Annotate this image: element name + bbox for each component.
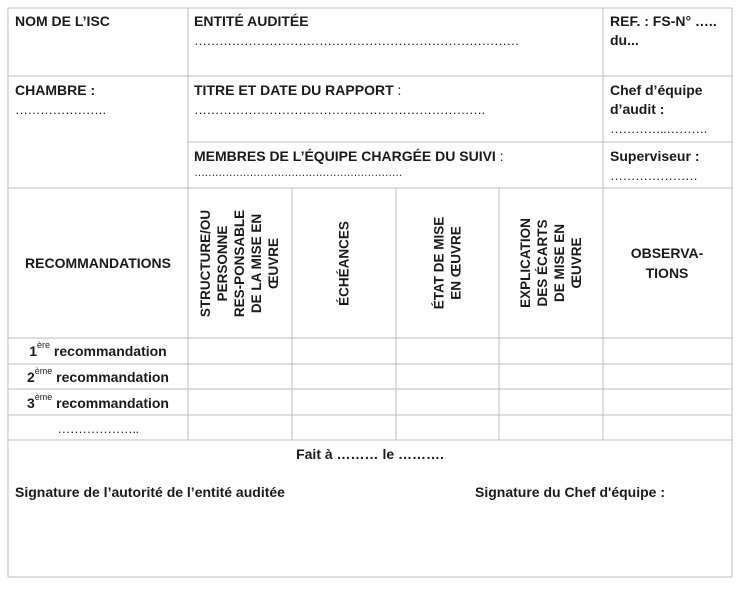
col-header-explication-label: EXPLICATION DES ÉCARTS DE MISE EN ŒUVRE	[518, 218, 584, 308]
row-2-number: 2	[26, 369, 35, 385]
fait-a-line: Fait à ……… le ……….	[296, 446, 444, 462]
reference-line2: du...	[610, 32, 639, 48]
follow-up-team-colon: :	[495, 148, 504, 164]
supervisor-dots: …………………	[610, 168, 698, 183]
col-header-recommandations	[8, 188, 188, 338]
chambre-field[interactable]	[15, 81, 185, 119]
table-row-2-label	[8, 368, 188, 387]
row-2-text: recommandation	[52, 369, 169, 385]
audited-entity-label: ENTITÉ AUDITÉE	[194, 13, 309, 29]
col-header-structure-label: STRUCTURE/OU PERSONNE RES-PONSABLE DE LA MISE EN ŒUVRE	[198, 209, 282, 317]
reference-line1: REF. : FS-N° …..	[610, 13, 717, 29]
col-header-structure	[188, 188, 292, 338]
audited-entity-dots: ……………………………………………………………………	[194, 33, 519, 48]
row-1-number: 1	[29, 343, 38, 359]
col-header-recommandations-label: RECOMMANDATIONS	[25, 254, 171, 271]
report-title-field[interactable]	[194, 81, 599, 119]
report-title-colon: :	[393, 82, 402, 98]
signature-team-lead-label: Signature du Chef d'équipe :	[475, 484, 665, 500]
team-lead-line2: d’audit :	[610, 101, 665, 117]
col-header-observations-label: OBSERVA-TIONS	[630, 245, 704, 281]
row-3-number: 3	[26, 395, 35, 411]
col-header-echeances	[292, 188, 396, 338]
signature-authority-label: Signature de l’autorité de l’entité auditée	[15, 484, 285, 500]
supervisor-label: Superviseur :	[610, 148, 700, 164]
row-3-suffix: ème	[34, 392, 53, 403]
follow-up-team-label: MEMBRES DE L’ÉQUIPE CHARGÉE DU SUIVI	[194, 148, 496, 164]
table-row-4-label	[8, 419, 188, 438]
isc-name-label: NOM DE L’ISC	[15, 13, 110, 29]
follow-up-team-field[interactable]	[194, 147, 599, 180]
row-1-suffix: ère	[37, 340, 51, 351]
row-1-text: recommandation	[50, 343, 167, 359]
team-lead-line1: Chef d’équipe	[610, 82, 703, 98]
chambre-dots: ………………….	[15, 102, 106, 117]
col-header-explication	[499, 188, 603, 338]
col-header-observations	[623, 188, 711, 338]
row-3-text: recommandation	[52, 395, 169, 411]
col-header-etat	[396, 188, 499, 338]
team-lead-dots: …………..……….	[610, 121, 707, 136]
supervisor-field[interactable]	[610, 147, 730, 185]
follow-up-team-dots: ……………………………………………………	[194, 167, 403, 179]
audited-entity-field[interactable]	[194, 12, 599, 50]
col-header-echeances-label: ÉCHÉANCES	[336, 220, 352, 306]
team-lead-field[interactable]	[610, 81, 730, 138]
report-title-label: TITRE ET DATE DU RAPPORT	[194, 82, 394, 98]
chambre-label: CHAMBRE :	[15, 82, 96, 98]
row-2-suffix: ème	[34, 366, 53, 377]
report-title-dots: …………………………………………………………….	[194, 102, 485, 117]
reference-field[interactable]	[610, 12, 730, 50]
col-header-etat-label: ÉTAT DE MISE EN ŒUVRE	[431, 216, 464, 310]
row-4-text: ………………..	[57, 421, 139, 436]
table-row-1-label	[8, 342, 188, 361]
table-row-3-label	[8, 394, 188, 413]
